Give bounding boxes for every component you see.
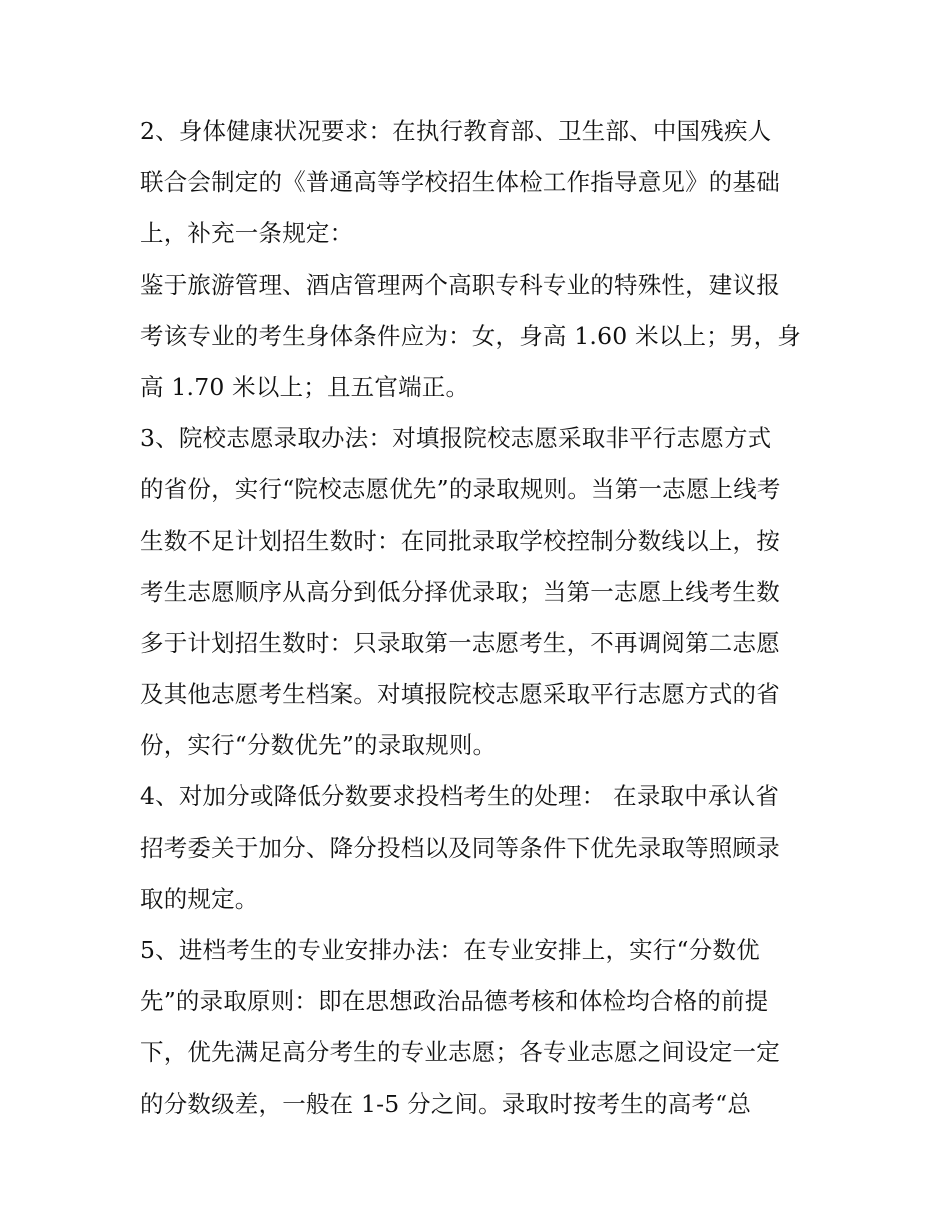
- text-line: 生数不足计划招生数时：在同批录取学校控制分数线以上，按: [140, 526, 780, 555]
- text-line: 4、对加分或降低分数要求投档考生的处理： 在录取中承认省: [140, 782, 780, 811]
- text-line: 3、院校志愿录取办法：对填报院校志愿采取非平行志愿方式: [140, 424, 772, 453]
- document-body: [140, 106, 812, 1130]
- text-line: 取的规定。: [140, 884, 259, 913]
- text-line: 上，补充一条规定：: [140, 219, 354, 248]
- text-line: 考生志愿顺序从高分到低分择优录取；当第一志愿上线考生数: [140, 577, 780, 606]
- text-line: 及其他志愿考生档案。对填报院校志愿采取平行志愿方式的省: [140, 680, 780, 709]
- text-line: 高 1.70 米以上；且五官端正。: [140, 372, 470, 401]
- text-line: 5、进档考生的专业安排办法：在专业安排上，实行“分数优: [140, 936, 760, 964]
- text-line: 多于计划招生数时：只录取第一志愿考生，不再调阅第二志愿: [140, 628, 780, 657]
- text-line: 份，实行“分数优先”的录取规则。: [140, 731, 497, 760]
- text-line: 联合会制定的《普通高等学校招生体检工作指导意见》的基础: [140, 168, 780, 197]
- text-line: 2、身体健康状况要求：在执行教育部、卫生部、中国残疾人: [140, 117, 772, 145]
- text-line: 考该专业的考生身体条件应为：女，身高 1.60 米以上；男，身: [140, 321, 801, 350]
- text-line: 的省份，实行“院校志愿优先”的录取规则。当第一志愿上线考: [140, 475, 781, 504]
- text-line: 先”的录取原则：即在思想政治品德考核和体检均合格的前提: [140, 987, 769, 1016]
- text-line: 鉴于旅游管理、酒店管理两个高职专科专业的特殊性，建议报: [140, 270, 780, 299]
- text-line: 下，优先满足高分考生的专业志愿；各专业志愿之间设定一定: [140, 1038, 780, 1067]
- text-line: 的分数级差，一般在 1-5 分之间。录取时按考生的高考“总: [140, 1089, 752, 1118]
- text-line: 招考委关于加分、降分投档以及同等条件下优先录取等照顾录: [140, 833, 780, 862]
